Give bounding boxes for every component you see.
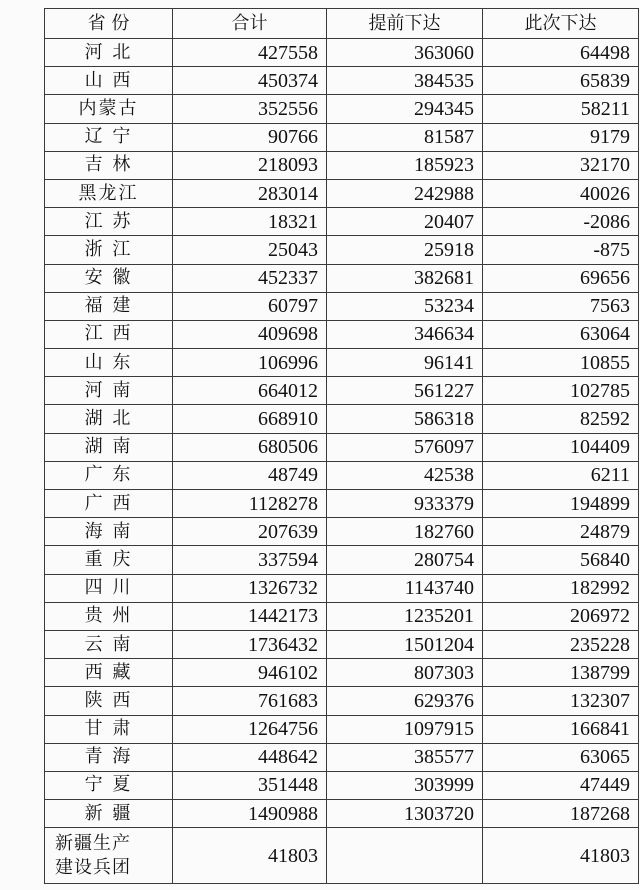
advance-cell: 81587 (327, 123, 483, 151)
advance-cell: 1501204 (327, 630, 483, 658)
total-cell: 90766 (173, 123, 327, 151)
advance-cell: 576097 (327, 433, 483, 461)
total-cell: 450374 (173, 67, 327, 95)
advance-cell: 384535 (327, 67, 483, 95)
current-cell: 194899 (483, 490, 639, 518)
advance-cell: 1097915 (327, 715, 483, 743)
total-cell: 337594 (173, 546, 327, 574)
province-line-2: 建设兵团 (55, 856, 131, 878)
current-cell: 63065 (483, 743, 639, 771)
current-cell: 9179 (483, 123, 639, 151)
header-total: 合计 (173, 9, 327, 39)
advance-cell: 42538 (327, 461, 483, 489)
advance-cell: 20407 (327, 208, 483, 236)
current-cell: -875 (483, 236, 639, 264)
table-row (45, 546, 639, 574)
province-cell: 湖 北 (45, 405, 173, 433)
province-cell: 贵 州 (45, 602, 173, 630)
advance-cell: 629376 (327, 687, 483, 715)
advance-cell (327, 828, 483, 884)
province-cell: 西 藏 (45, 659, 173, 687)
advance-cell: 1235201 (327, 602, 483, 630)
table-row (45, 377, 639, 405)
province-cell: 山 西 (45, 67, 173, 95)
total-cell: 41803 (173, 828, 327, 884)
total-cell: 60797 (173, 292, 327, 320)
total-cell: 761683 (173, 687, 327, 715)
total-cell: 1736432 (173, 630, 327, 658)
current-cell: 64498 (483, 39, 639, 67)
current-cell: 138799 (483, 659, 639, 687)
current-cell: 40026 (483, 179, 639, 207)
table-row (45, 264, 639, 292)
table-row (45, 151, 639, 179)
total-cell: 1442173 (173, 602, 327, 630)
header-province: 省 份 (45, 9, 173, 39)
province-cell: 青 海 (45, 743, 173, 771)
province-cell: 黑龙江 (45, 179, 173, 207)
table-body (45, 39, 639, 884)
current-cell: 69656 (483, 264, 639, 292)
table-row (45, 95, 639, 123)
total-cell: 680506 (173, 433, 327, 461)
advance-cell: 382681 (327, 264, 483, 292)
province-cell: 甘 肃 (45, 715, 173, 743)
province-cell: 陕 西 (45, 687, 173, 715)
province-line-1: 新疆生产 (55, 832, 131, 854)
province-cell: 海 南 (45, 518, 173, 546)
table-row (45, 602, 639, 630)
table-row (45, 490, 639, 518)
table-row (45, 405, 639, 433)
advance-cell: 182760 (327, 518, 483, 546)
total-cell: 25043 (173, 236, 327, 264)
table-row (45, 743, 639, 771)
province-cell: 云 南 (45, 630, 173, 658)
current-cell: 182992 (483, 574, 639, 602)
province-cell: 河 南 (45, 377, 173, 405)
current-cell: 104409 (483, 433, 639, 461)
table-row (45, 800, 639, 828)
advance-cell: 1303720 (327, 800, 483, 828)
table-row (45, 461, 639, 489)
total-cell: 106996 (173, 349, 327, 377)
total-cell: 452337 (173, 264, 327, 292)
advance-cell: 242988 (327, 179, 483, 207)
total-cell: 409698 (173, 320, 327, 348)
advance-cell: 25918 (327, 236, 483, 264)
province-cell: 四 川 (45, 574, 173, 602)
province-cell: 重 庆 (45, 546, 173, 574)
province-cell: 辽 宁 (45, 123, 173, 151)
total-cell: 1490988 (173, 800, 327, 828)
total-cell: 1264756 (173, 715, 327, 743)
province-cell: 宁 夏 (45, 771, 173, 799)
current-cell: 10855 (483, 349, 639, 377)
table-row (45, 236, 639, 264)
advance-cell: 385577 (327, 743, 483, 771)
province-cell: 广 东 (45, 461, 173, 489)
table-row (45, 292, 639, 320)
total-cell: 448642 (173, 743, 327, 771)
table-row (45, 208, 639, 236)
province-cell (45, 828, 173, 884)
advance-cell: 346634 (327, 320, 483, 348)
province-cell: 内蒙古 (45, 95, 173, 123)
total-cell: 18321 (173, 208, 327, 236)
current-cell: 166841 (483, 715, 639, 743)
table-row (45, 771, 639, 799)
table-row (45, 433, 639, 461)
province-cell: 吉 林 (45, 151, 173, 179)
current-cell: 132307 (483, 687, 639, 715)
total-cell: 351448 (173, 771, 327, 799)
advance-cell: 53234 (327, 292, 483, 320)
current-cell: 63064 (483, 320, 639, 348)
table-row (45, 715, 639, 743)
current-cell: 24879 (483, 518, 639, 546)
current-cell: 58211 (483, 95, 639, 123)
province-cell: 福 建 (45, 292, 173, 320)
table-row (45, 320, 639, 348)
advance-cell: 185923 (327, 151, 483, 179)
current-cell: 6211 (483, 461, 639, 489)
current-cell: 82592 (483, 405, 639, 433)
advance-cell: 280754 (327, 546, 483, 574)
table-row (45, 179, 639, 207)
total-cell: 352556 (173, 95, 327, 123)
total-cell: 218093 (173, 151, 327, 179)
table-row (45, 630, 639, 658)
current-cell: 47449 (483, 771, 639, 799)
province-cell: 浙 江 (45, 236, 173, 264)
current-cell: 32170 (483, 151, 639, 179)
total-cell: 1326732 (173, 574, 327, 602)
table-row (45, 67, 639, 95)
province-cell: 湖 南 (45, 433, 173, 461)
advance-cell: 363060 (327, 39, 483, 67)
table-row (45, 574, 639, 602)
table-row (45, 349, 639, 377)
total-cell: 48749 (173, 461, 327, 489)
province-cell: 安 徽 (45, 264, 173, 292)
current-cell: 41803 (483, 828, 639, 884)
current-cell: 7563 (483, 292, 639, 320)
current-cell: 65839 (483, 67, 639, 95)
advance-cell: 96141 (327, 349, 483, 377)
table-row (45, 518, 639, 546)
current-cell: 187268 (483, 800, 639, 828)
total-cell: 1128278 (173, 490, 327, 518)
advance-cell: 561227 (327, 377, 483, 405)
current-cell: 206972 (483, 602, 639, 630)
advance-cell: 1143740 (327, 574, 483, 602)
total-cell: 427558 (173, 39, 327, 67)
table-row (45, 687, 639, 715)
header-current: 此次下达 (483, 9, 639, 39)
current-cell: 235228 (483, 630, 639, 658)
total-cell: 668910 (173, 405, 327, 433)
province-cell: 山 东 (45, 349, 173, 377)
table-row (45, 659, 639, 687)
table-header (45, 9, 639, 39)
header-advance: 提前下达 (327, 9, 483, 39)
advance-cell: 586318 (327, 405, 483, 433)
table-row-corps (45, 828, 639, 884)
advance-cell: 303999 (327, 771, 483, 799)
allocation-table (44, 8, 639, 884)
table-row (45, 39, 639, 67)
total-cell: 946102 (173, 659, 327, 687)
total-cell: 664012 (173, 377, 327, 405)
advance-cell: 807303 (327, 659, 483, 687)
province-cell: 广 西 (45, 490, 173, 518)
total-cell: 207639 (173, 518, 327, 546)
province-cell: 新 疆 (45, 800, 173, 828)
province-cell: 江 西 (45, 320, 173, 348)
table-row (45, 123, 639, 151)
province-cell: 河 北 (45, 39, 173, 67)
advance-cell: 294345 (327, 95, 483, 123)
advance-cell: 933379 (327, 490, 483, 518)
total-cell: 283014 (173, 179, 327, 207)
header-row (45, 9, 639, 39)
current-cell: 56840 (483, 546, 639, 574)
current-cell: -2086 (483, 208, 639, 236)
province-cell: 江 苏 (45, 208, 173, 236)
current-cell: 102785 (483, 377, 639, 405)
